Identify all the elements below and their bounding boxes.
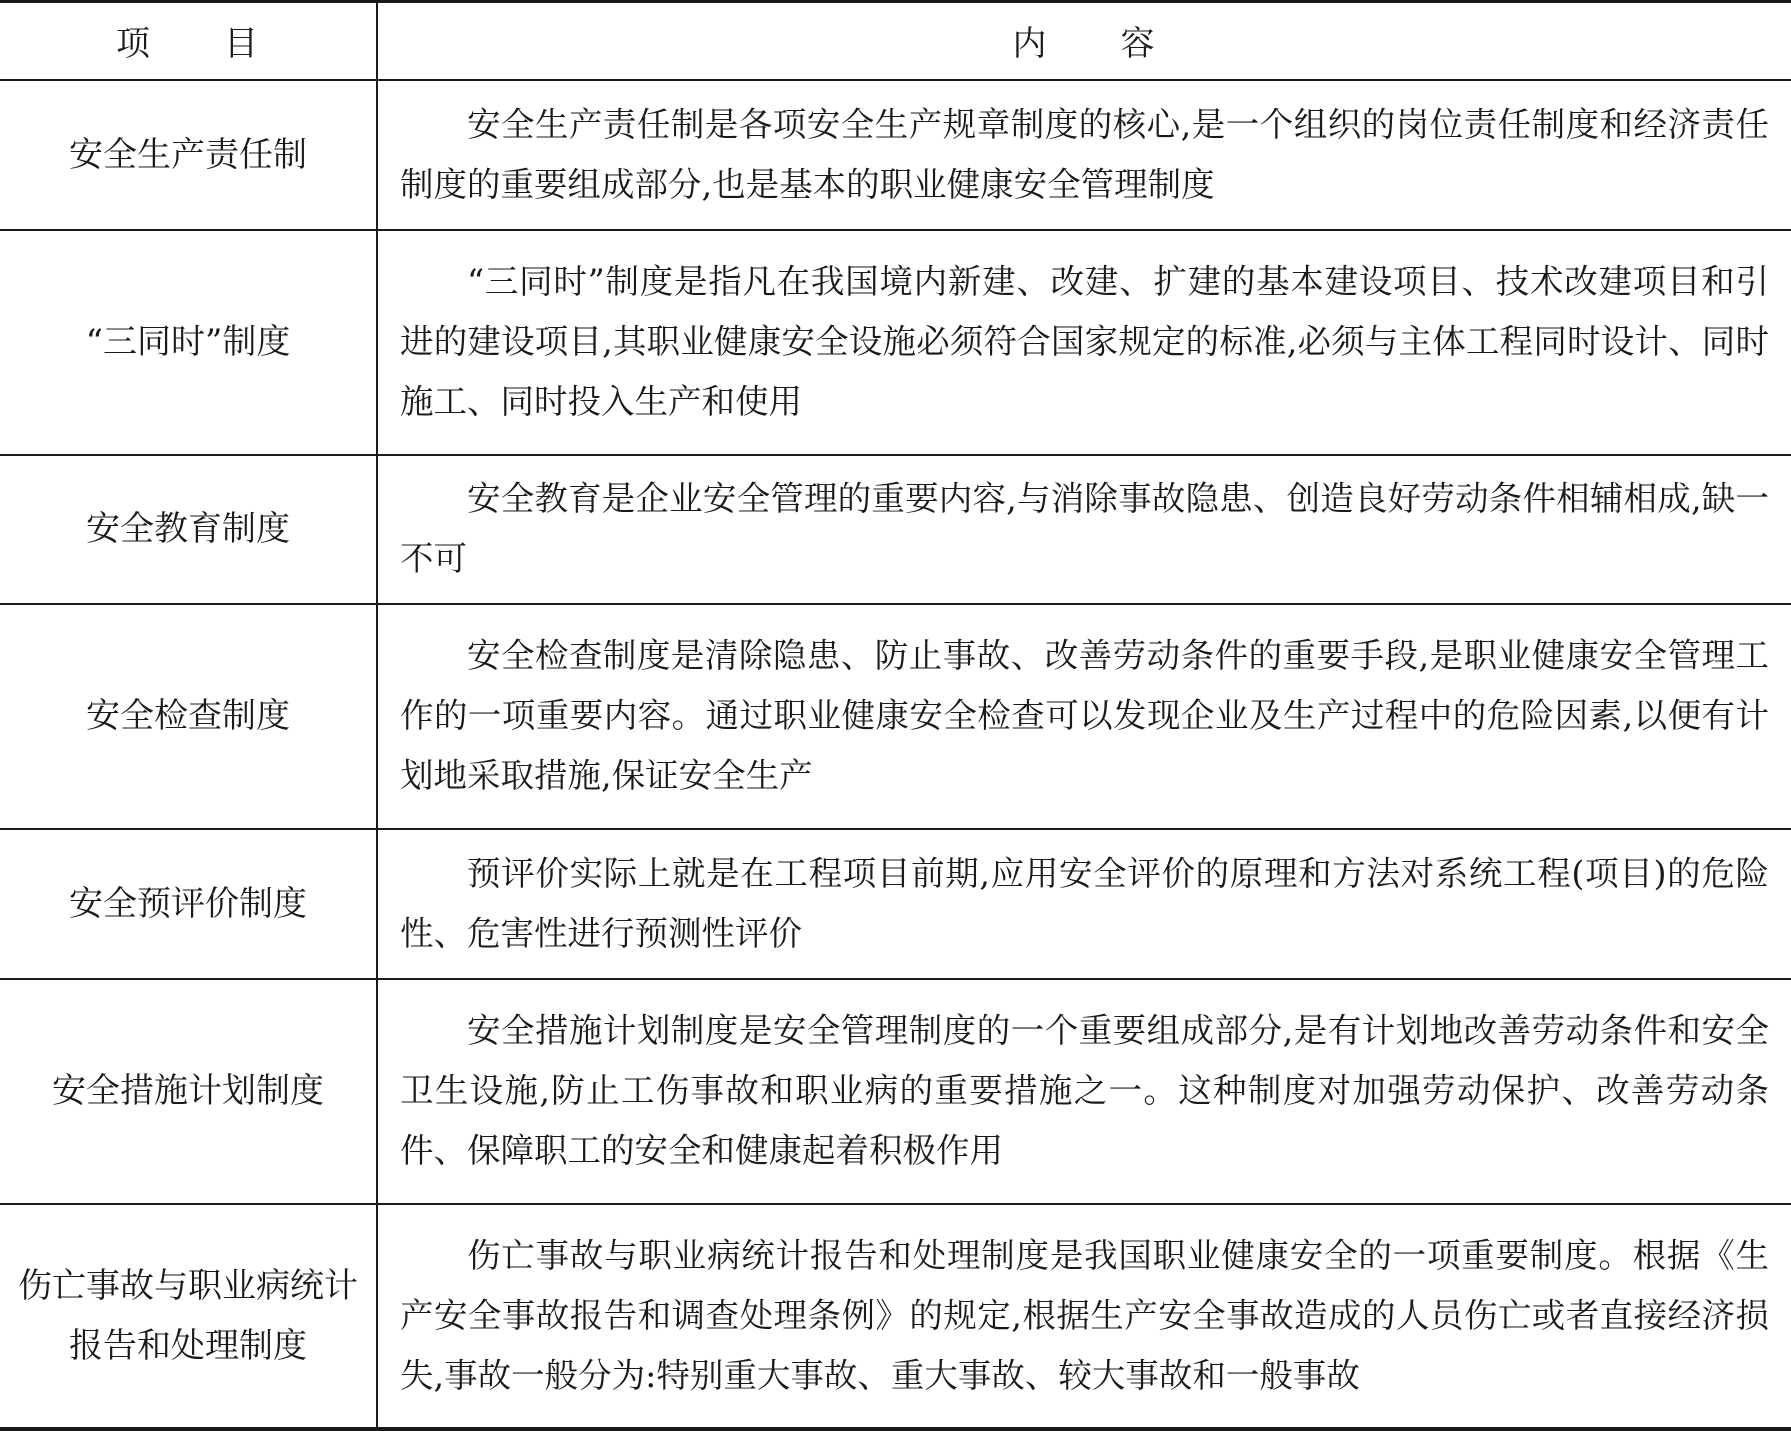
table-header-row — [0, 2, 1791, 80]
row-content: 安全措施计划制度是安全管理制度的一个重要组成部分,是有计划地改善劳动条件和安全卫生设施,防止工伤事故和职业病的重要措施之一。这种制度对加强劳动保护、改善劳动条件、保障职工的安全和健康起着积极作用 — [377, 979, 1791, 1204]
table-row — [0, 829, 1791, 979]
table-row — [0, 604, 1791, 829]
row-item: 安全检查制度 — [0, 604, 377, 829]
row-item: 安全教育制度 — [0, 455, 377, 604]
row-content: 安全教育是企业安全管理的重要内容,与消除事故隐患、创造良好劳动条件相辅相成,缺一不可 — [377, 455, 1791, 604]
table-row — [0, 979, 1791, 1204]
row-content: 伤亡事故与职业病统计报告和处理制度是我国职业健康安全的一项重要制度。根据《生产安全事故报告和调查处理条例》的规定,根据生产安全事故造成的人员伤亡或者直接经济损失,事故一般分为:特别重大事故、重大事故、较大事故和一般事故 — [377, 1204, 1791, 1429]
table-row — [0, 455, 1791, 604]
table-row — [0, 1204, 1791, 1429]
row-item: “三同时”制度 — [0, 230, 377, 455]
row-item: 安全措施计划制度 — [0, 979, 377, 1204]
table-row — [0, 230, 1791, 455]
header-item: 项 目 — [0, 2, 377, 80]
row-content: “三同时”制度是指凡在我国境内新建、改建、扩建的基本建设项目、技术改建项目和引进的建设项目,其职业健康安全设施必须符合国家规定的标准,必须与主体工程同时设计、同时施工、同时投入生产和使用 — [377, 230, 1791, 455]
row-content: 预评价实际上就是在工程项目前期,应用安全评价的原理和方法对系统工程(项目)的危险性、危害性进行预测性评价 — [377, 829, 1791, 979]
table-row — [0, 80, 1791, 230]
row-item: 安全预评价制度 — [0, 829, 377, 979]
header-content: 内 容 — [377, 2, 1791, 80]
row-content: 安全检查制度是清除隐患、防止事故、改善劳动条件的重要手段,是职业健康安全管理工作的一项重要内容。通过职业健康安全检查可以发现企业及生产过程中的危险因素,以便有计划地采取措施,保证安全生产 — [377, 604, 1791, 829]
row-content: 安全生产责任制是各项安全生产规章制度的核心,是一个组织的岗位责任制度和经济责任制度的重要组成部分,也是基本的职业健康安全管理制度 — [377, 80, 1791, 230]
row-item: 伤亡事故与职业病统计报告和处理制度 — [0, 1204, 377, 1429]
row-item: 安全生产责任制 — [0, 80, 377, 230]
